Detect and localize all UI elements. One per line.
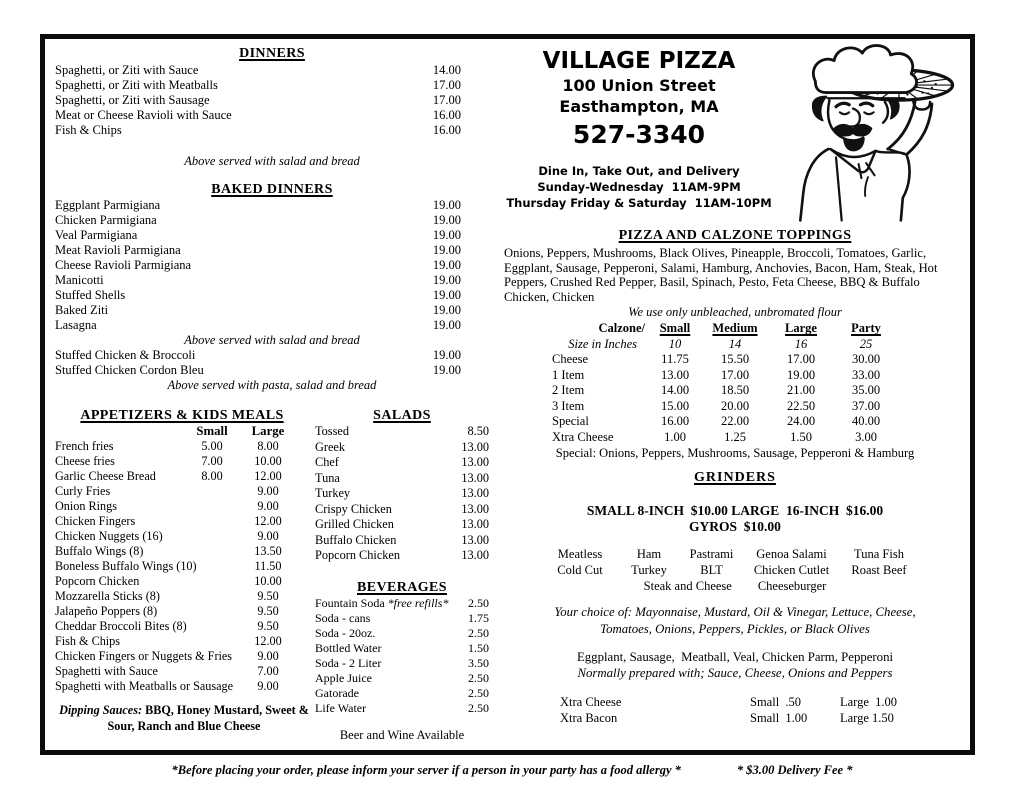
item-name: Spaghetti, or Ziti with Sauce	[55, 63, 199, 77]
menu-item-row	[315, 686, 489, 701]
item-price-large: 12.00	[254, 469, 282, 483]
grinder-variety: Turkey	[631, 563, 667, 578]
price-large: 19.00	[786, 367, 816, 382]
item-price: 13.00	[461, 486, 489, 500]
menu-item-row	[55, 649, 309, 664]
size-in-inches-label: Size in Inches	[568, 336, 637, 351]
price-medium: 1.25	[724, 429, 746, 444]
condiment-choices-note: Your choice of: Mayonnaise, Mustard, Oil & Vinegar, Lettuce, Cheese, Tomatoes, Onions, Peppers, Pickles, or Black Olives	[554, 605, 916, 636]
grinders-title: GRINDERS	[694, 470, 776, 486]
price-large: 24.00	[786, 414, 816, 429]
price-large: 21.00	[786, 383, 816, 398]
extra-large-price: Large 1.00	[840, 695, 898, 710]
menu-item-row	[55, 559, 309, 574]
row-name: Cheese	[552, 352, 589, 367]
item-name: Buffalo Wings (8)	[55, 544, 144, 558]
chef-pizza-illustration-icon	[774, 39, 964, 224]
menu-item-row	[55, 273, 489, 288]
item-name: Manicotti	[55, 273, 104, 287]
item-name: Boneless Buffalo Wings (10)	[55, 559, 197, 573]
baked-dinners-note2: Above served with pasta, salad and bread	[167, 378, 377, 392]
pizza-toppings-list: Onions, Peppers, Mushrooms, Black Olives, Pineapple, Broccoli, Tomatoes, Garlic, Eggplant, Sausage, Pepperoni, Salami, Hamburg, Anchovies, Bacon, Ham, Steak, Hot Peppers, Crushed Red Pepper, Basil, Spinach, Pesto, Feta Cheese, BBQ & Buffalo Chicken, Chicken	[504, 246, 938, 304]
item-price-small: 5.00	[201, 439, 223, 453]
pizza-table-row	[552, 430, 966, 446]
price-large: 1.50	[790, 429, 812, 444]
item-price: 13.00	[461, 501, 489, 516]
menu-item-row	[55, 78, 489, 93]
menu-item-row	[55, 454, 309, 469]
item-price-small	[185, 574, 239, 589]
menu-item-row	[315, 502, 489, 518]
extra-row	[560, 710, 966, 726]
item-name: Chicken Nuggets (16)	[55, 529, 163, 543]
item-name: Stuffed Chicken & Broccoli	[55, 348, 196, 362]
hot-grinder-varieties: Eggplant, Sausage, Meatball, Veal, Chicken Parm, Pepperoni	[576, 650, 894, 665]
menu-item-row	[55, 63, 489, 78]
item-name: Stuffed Shells	[55, 288, 126, 302]
item-price: 17.00	[432, 78, 461, 92]
item-price-large: 9.50	[257, 589, 279, 603]
item-name: Eggplant Parmigiana	[55, 198, 161, 212]
pizza-table-row	[552, 383, 966, 399]
menu-item-row	[55, 228, 489, 243]
price-small: 1.00	[664, 429, 686, 444]
grinder-variety: Steak and Cheese	[643, 579, 732, 594]
hours-line2: Thursday Friday & Saturday 11AM-10PM	[506, 196, 772, 210]
extra-small-price: Small .50	[750, 695, 802, 710]
grinder-variety: Cheeseburger	[757, 579, 827, 594]
item-price-small	[185, 679, 239, 694]
appetizers-column-headers	[55, 424, 309, 439]
salads-list	[315, 424, 489, 564]
grinders-price-line: SMALL 8-INCH $10.00 LARGE 16-INCH $16.00	[586, 503, 884, 519]
item-price: 16.00	[432, 108, 461, 122]
menu-item-row	[315, 471, 489, 487]
row-name: 2 Item	[552, 383, 585, 398]
size-column-large: Large	[785, 321, 817, 336]
item-price-large: 10.00	[254, 454, 282, 468]
grinder-variety: Chicken Cutlet	[753, 563, 830, 578]
item-price: 17.00	[432, 93, 461, 107]
item-name: French fries	[55, 439, 114, 453]
item-name: Fish & Chips	[55, 123, 122, 137]
menu-item-row	[315, 424, 489, 440]
pizza-table-row	[552, 352, 966, 368]
item-name: Soda - 20oz.	[315, 625, 376, 640]
item-name: Soda - 2 Liter	[315, 655, 382, 670]
item-name: Mozzarella Sticks (8)	[55, 589, 160, 603]
row-name: Special	[552, 414, 589, 429]
item-name: Spaghetti, or Ziti with Sausage	[55, 93, 210, 107]
appetizers-title: APPETIZERS & KIDS MEALS	[80, 408, 284, 423]
item-price-small	[185, 634, 239, 649]
item-price: 2.50	[468, 670, 489, 685]
menu-item-row	[55, 619, 309, 634]
price-party: 33.00	[851, 367, 881, 382]
delivery-fee-note: * $3.00 Delivery Fee *	[736, 763, 853, 777]
item-name: Tuna	[315, 470, 340, 485]
gyros-price-line: GYROS $10.00	[689, 519, 781, 535]
menu-item-row	[315, 440, 489, 456]
item-price: 19.00	[432, 258, 461, 272]
item-name: Veal Parmigiana	[55, 228, 138, 242]
item-name: Tossed	[315, 424, 349, 438]
appetizers-section	[55, 407, 309, 743]
item-price: 19.00	[432, 243, 461, 257]
grinder-variety: Roast Beef	[851, 563, 907, 578]
dinners-list	[55, 63, 489, 138]
row-name: 3 Item	[552, 398, 585, 413]
grinder-variety: Pastrami	[689, 547, 734, 562]
menu-item-row	[55, 574, 309, 589]
item-price: 2.50	[468, 685, 489, 700]
menu-item-row	[315, 517, 489, 533]
dipping-sauces-note: Dipping Sauces: BBQ, Honey Mustard, Sweet & Sour, Ranch and Blue Cheese	[59, 703, 309, 733]
item-price: 19.00	[432, 303, 461, 317]
item-price-small	[185, 529, 239, 544]
item-name: Fountain Soda	[315, 595, 385, 610]
item-price-small	[185, 649, 239, 664]
item-price: 13.00	[461, 470, 489, 485]
item-name: Chef	[315, 455, 339, 469]
item-price: 13.00	[461, 439, 489, 454]
menu-item-row	[55, 258, 489, 273]
pizza-table-inches-row	[552, 337, 966, 353]
item-price: 14.00	[432, 63, 461, 77]
pizza-table-rows	[552, 352, 966, 445]
item-price: 13.00	[461, 455, 489, 469]
hours-line1: Sunday-Wednesday 11AM-9PM	[537, 180, 741, 194]
dinners-note: Above served with salad and bread	[184, 154, 360, 168]
price-small: 11.75	[661, 352, 689, 367]
menu-item-row	[55, 93, 489, 108]
item-price: 2.50	[468, 595, 489, 610]
menu-item-row	[55, 439, 309, 454]
right-column	[504, 39, 966, 726]
calzone-label: Calzone/	[598, 321, 645, 336]
item-name: Chicken Fingers or Nuggets & Fries	[55, 649, 233, 663]
item-name: Bottled Water	[315, 640, 382, 655]
item-price-small	[185, 499, 239, 514]
item-name: Spaghetti, or Ziti with Meatballs	[55, 78, 218, 92]
price-medium: 22.00	[720, 414, 750, 429]
price-medium: 18.50	[720, 383, 750, 398]
menu-item-row	[315, 455, 489, 471]
inches-medium: 14	[728, 336, 742, 351]
menu-item-row	[315, 641, 489, 656]
price-medium: 17.00	[720, 367, 750, 382]
menu-item-row	[315, 533, 489, 549]
menu-item-row	[55, 529, 309, 544]
size-column-small: Small	[659, 321, 691, 336]
item-price-small	[185, 664, 239, 679]
item-price-small	[185, 589, 239, 604]
item-price-large: 9.00	[257, 649, 279, 663]
prepared-with-note: Normally prepared with; Sauce, Cheese, Onions and Peppers	[577, 666, 893, 681]
item-note: *free refills*	[387, 595, 449, 610]
item-price-small	[185, 514, 239, 529]
baked-dinners-list	[55, 198, 489, 333]
price-party: 30.00	[851, 352, 881, 367]
lower-left-columns	[55, 407, 489, 743]
menu-item-row	[315, 548, 489, 564]
item-name: Popcorn Chicken	[55, 574, 140, 588]
item-name: Turkey	[315, 486, 351, 500]
item-price: 19.00	[432, 198, 461, 212]
price-small: 16.00	[660, 414, 690, 429]
item-price: 19.00	[432, 213, 461, 227]
special-pizza-note: Special: Onions, Peppers, Mushrooms, Sausage, Pepperoni & Hamburg	[555, 446, 915, 461]
row-name: Xtra Cheese	[552, 429, 614, 444]
item-price: 8.50	[467, 424, 489, 438]
item-price: 3.50	[468, 655, 489, 670]
menu-item-row	[55, 514, 309, 529]
item-name: Soda - cans	[315, 610, 371, 625]
item-name: Cheese fries	[55, 454, 115, 468]
grinder-variety: Tuna Fish	[854, 547, 904, 562]
item-name: Gatorade	[315, 685, 359, 700]
item-name: Baked Ziti	[55, 303, 109, 317]
item-name: Chicken Fingers	[55, 514, 136, 528]
item-name: Jalapeño Poppers (8)	[55, 604, 158, 618]
price-small: 14.00	[660, 383, 690, 398]
extra-name: Xtra Bacon	[560, 711, 618, 726]
menu-item-row	[55, 484, 309, 499]
menu-item-row	[315, 486, 489, 502]
menu-item-row	[315, 611, 489, 626]
extra-small-price: Small 1.00	[750, 711, 808, 726]
price-small: 13.00	[660, 367, 690, 382]
menu-item-row	[315, 596, 489, 611]
item-name: Cheese Ravioli Parmigiana	[55, 258, 192, 272]
salads-beverages-section	[315, 407, 489, 743]
item-price: 19.00	[432, 273, 461, 287]
item-price-large: 12.00	[254, 514, 282, 528]
item-price-large: 13.50	[254, 544, 282, 558]
page-footer	[0, 762, 1024, 778]
size-column-party: Party	[851, 321, 881, 336]
item-name: Curly Fries	[55, 484, 111, 498]
grinder-variety: Ham	[636, 547, 662, 562]
item-name: Popcorn Chicken	[315, 548, 401, 562]
item-name: Fish & Chips	[55, 634, 121, 648]
restaurant-name: VILLAGE PIZZA	[542, 48, 736, 74]
item-name: Meat or Cheese Ravioli with Sauce	[55, 108, 232, 122]
item-price-large: 9.00	[257, 499, 279, 513]
menu-item-row	[55, 544, 309, 559]
pizza-table-row	[552, 368, 966, 384]
menu-item-row	[55, 123, 489, 138]
menu-item-row	[55, 664, 309, 679]
item-price-small	[185, 484, 239, 499]
menu-item-row	[315, 656, 489, 671]
item-price-small	[185, 619, 239, 634]
large-column-header: Large	[251, 424, 285, 438]
item-price: 16.00	[432, 123, 461, 137]
pizza-table-row	[552, 414, 966, 430]
dipping-sauces-label: Dipping Sauces:	[59, 703, 143, 717]
size-column-medium: Medium	[712, 321, 758, 336]
item-name: Stuffed Chicken Cordon Bleu	[55, 363, 204, 377]
item-price: 19.00	[432, 348, 461, 362]
item-price-small	[185, 559, 239, 574]
price-party: 35.00	[851, 383, 881, 398]
menu-border-box	[40, 34, 975, 755]
baked-dinners-list2	[55, 348, 489, 378]
item-price: 1.75	[468, 610, 489, 625]
grinder-varieties-row2	[536, 562, 966, 578]
item-price-large: 7.00	[257, 664, 279, 678]
price-party: 37.00	[851, 398, 881, 413]
item-name: Grilled Chicken	[315, 517, 394, 531]
item-price-small: 7.00	[201, 454, 223, 468]
inches-small: 10	[668, 336, 682, 351]
item-name: Greek	[315, 439, 346, 454]
price-large: 17.00	[786, 352, 816, 367]
address-line2: Easthampton, MA	[559, 97, 719, 116]
beverages-list	[315, 596, 489, 716]
item-price-large: 11.50	[254, 559, 282, 573]
menu-item-row	[55, 243, 489, 258]
menu-item-row	[55, 198, 489, 213]
item-price: 19.00	[432, 288, 461, 302]
price-large: 22.50	[786, 398, 816, 413]
pizza-price-table	[552, 321, 966, 445]
grinder-variety: Cold Cut	[557, 563, 603, 578]
item-price-small	[185, 544, 239, 559]
row-name: 1 Item	[552, 367, 585, 382]
menu-item-row	[55, 604, 309, 619]
item-name: Crispy Chicken	[315, 501, 392, 516]
grinder-extras-list	[504, 694, 966, 726]
menu-item-row	[55, 288, 489, 303]
item-price: 2.50	[468, 700, 489, 715]
item-price-large: 9.00	[257, 484, 279, 498]
item-name: Onion Rings	[55, 499, 117, 513]
baked-dinners-note1: Above served with salad and bread	[184, 333, 360, 347]
item-price-small: 8.00	[201, 469, 223, 483]
service-line: Dine In, Take Out, and Delivery	[538, 164, 740, 178]
price-party: 3.00	[855, 429, 877, 444]
baked-dinners-title: BAKED DINNERS	[211, 182, 333, 197]
salads-title: SALADS	[373, 408, 431, 423]
pizza-table-row	[552, 399, 966, 415]
pizza-toppings-title: PIZZA AND CALZONE TOPPINGS	[618, 228, 852, 243]
menu-item-row	[55, 589, 309, 604]
restaurant-header	[504, 39, 966, 224]
item-price-large: 12.00	[254, 634, 282, 648]
menu-item-row	[315, 671, 489, 686]
price-medium: 20.00	[720, 398, 750, 413]
item-price-large: 9.50	[257, 604, 279, 618]
item-price-small	[185, 604, 239, 619]
grinder-variety: Meatless	[557, 547, 603, 562]
item-price: 19.00	[432, 363, 461, 377]
grinder-varieties-row3	[504, 578, 966, 594]
menu-item-row	[55, 679, 309, 694]
grinder-variety: Genoa Salami	[756, 547, 827, 562]
item-price: 19.00	[432, 228, 461, 242]
menu-item-row	[55, 213, 489, 228]
allergy-note: *Before placing your order, please inform your server if a person in your party has a food allergy *	[171, 763, 681, 777]
extra-row	[560, 694, 966, 710]
item-name: Life Water	[315, 700, 367, 715]
item-name: Meat Ravioli Parmigiana	[55, 243, 181, 257]
item-price: 19.00	[432, 318, 461, 332]
dinners-title: DINNERS	[239, 46, 305, 61]
item-price-large: 9.00	[257, 679, 279, 693]
menu-item-row	[315, 626, 489, 641]
extra-large-price: Large 1.50	[840, 711, 894, 726]
item-name: Apple Juice	[315, 670, 372, 685]
item-price: 13.00	[461, 517, 489, 531]
price-small: 15.00	[660, 398, 690, 413]
flour-note: We use only unbleached, unbromated flour	[628, 305, 842, 320]
item-price-large: 8.00	[257, 439, 279, 453]
extra-name: Xtra Cheese	[560, 695, 622, 710]
menu-item-row	[55, 303, 489, 318]
menu-item-row	[55, 499, 309, 514]
left-column	[55, 43, 489, 743]
grinder-variety: BLT	[700, 563, 723, 578]
item-name: Lasagna	[55, 318, 97, 332]
item-price-large: 9.00	[257, 529, 279, 543]
item-price: 1.50	[468, 640, 489, 655]
beer-wine-note: Beer and Wine Available	[339, 727, 465, 742]
item-price: 13.00	[461, 532, 489, 547]
price-party: 40.00	[851, 414, 881, 429]
inches-party: 25	[859, 336, 873, 351]
small-column-header: Small	[196, 424, 228, 438]
inches-large: 16	[794, 336, 808, 351]
menu-item-row	[55, 318, 489, 333]
grinder-varieties-row1	[536, 546, 966, 562]
menu-item-row	[55, 634, 309, 649]
phone-number: 527-3340	[572, 120, 706, 149]
appetizers-list	[55, 439, 309, 694]
item-price: 13.00	[461, 548, 489, 562]
menu-item-row	[55, 108, 489, 123]
item-price-large: 10.00	[254, 574, 282, 588]
menu-item-row	[315, 701, 489, 716]
beverages-title: BEVERAGES	[357, 579, 447, 595]
item-price-large: 9.50	[257, 619, 279, 633]
price-medium: 15.50	[720, 352, 750, 367]
item-name: Buffalo Chicken	[315, 532, 397, 547]
menu-item-row	[55, 363, 489, 378]
menu-item-row	[55, 348, 489, 363]
address-line1: 100 Union Street	[562, 76, 716, 95]
menu-item-row	[55, 469, 309, 484]
item-name: Garlic Cheese Bread	[55, 469, 156, 483]
item-name: Spaghetti with Sauce	[55, 664, 158, 678]
item-name: Spaghetti with Meatballs or Sausage	[55, 679, 234, 693]
pizza-table-header	[552, 321, 966, 337]
item-price: 2.50	[468, 625, 489, 640]
item-name: Chicken Parmigiana	[55, 213, 157, 227]
item-name: Cheddar Broccoli Bites (8)	[55, 619, 187, 633]
